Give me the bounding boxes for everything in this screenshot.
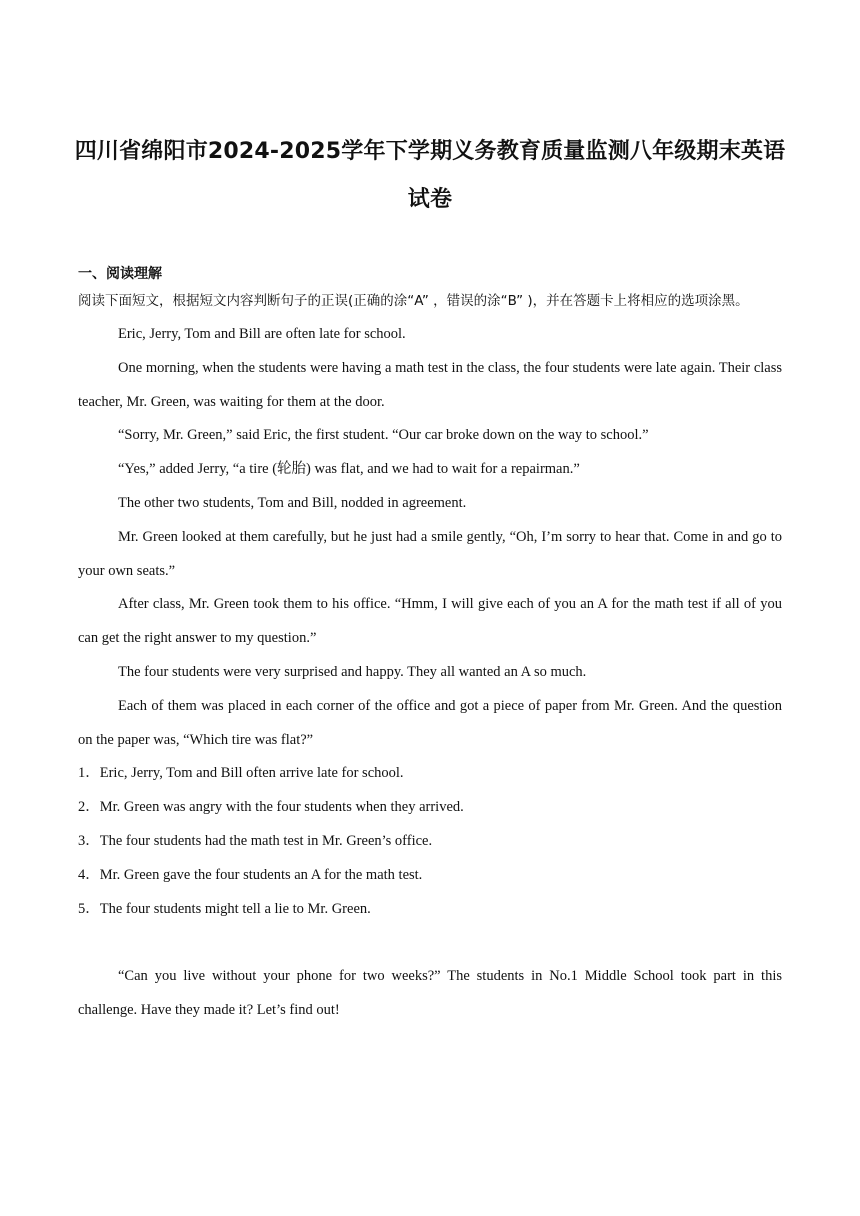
question-item: 4．Mr. Green gave the four students an A for the math test. bbox=[78, 866, 423, 883]
passage-paragraph: The other two students, Tom and Bill, nodded in agreement. bbox=[118, 494, 467, 511]
question-item: 2．Mr. Green was angry with the four students when they arrived. bbox=[78, 799, 464, 816]
question-item: 5．The four students might tell a lie to Mr. Green. bbox=[78, 900, 371, 917]
passage-paragraph: “Yes,” added Jerry, “a tire (轮胎) was flat, and we had to wait for a repairman.” bbox=[118, 461, 580, 478]
exam-title: 四川省绵阳市2024-2025学年下学期义务教育质量监测八年级期末英语试卷 bbox=[74, 139, 786, 212]
reading-passage-2 bbox=[78, 960, 782, 1028]
question-item: 1．Eric, Jerry, Tom and Bill often arrive late for school. bbox=[78, 765, 404, 782]
passage-paragraph: The four students were very surprised and happy. They all wanted an A so much. bbox=[118, 663, 587, 680]
question-item: 3．The four students had the math test in Mr. Green’s office. bbox=[78, 832, 433, 849]
passage-paragraph: Mr. Green looked at them carefully, but he just had a smile gently, “Oh, I’m sorry to hear that. Come in and go to your own seats.” bbox=[78, 528, 782, 579]
section-heading: 一、阅读理解 bbox=[78, 266, 162, 282]
passage-paragraph: Eric, Jerry, Tom and Bill are often late for school. bbox=[118, 326, 406, 342]
passage-paragraph: One morning, when the students were having a math test in the class, the four students were late again. Their class teacher, Mr. Green, was waiting for them at the door. bbox=[78, 359, 782, 410]
instruction-text: 阅读下面短文，根据短文内容判断句子的正误(正确的涂“A” ，错误的涂“B” )，并在答题卡上将相应的选项涂黑。 bbox=[78, 293, 749, 309]
spacer bbox=[78, 926, 782, 960]
exam-content bbox=[78, 262, 782, 1028]
passage-paragraph: “Sorry, Mr. Green,” said Eric, the first student. “Our car broke down on the way to school.” bbox=[118, 427, 649, 444]
passage-paragraph: “Can you live without your phone for two weeks?” The students in No.1 Middle School took part in this challenge. Have they made it? Let’s find out! bbox=[78, 968, 782, 1019]
passage-paragraph: After class, Mr. Green took them to his office. “Hmm, I will give each of you an A for the math test if all of you can get the right answer to my question.” bbox=[78, 596, 782, 647]
passage-paragraph: Each of them was placed in each corner of the office and got a piece of paper from Mr. Green. And the question on the paper was, “Which tire was flat?” bbox=[78, 697, 782, 748]
reading-passage-1 bbox=[78, 318, 782, 757]
question-list bbox=[78, 757, 782, 926]
